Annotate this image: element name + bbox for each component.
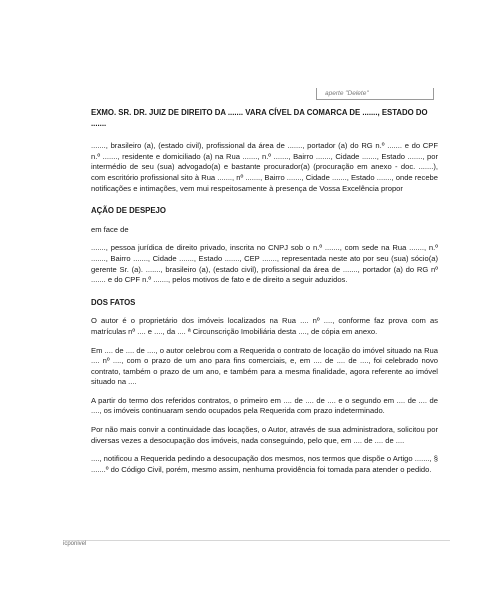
facts-heading: DOS FATOS <box>91 297 136 307</box>
footer-divider <box>63 540 450 541</box>
defendant-qualification: ......., pessoa jurídica de direito privado, inscrita no CNPJ sob o n.º ......., com sede na Rua ......., n.º ......., Bairro ......., Cidade ......., Estado ......., CEP ......., representada neste ato por seu (sua) sócio(a) gerente Sr. (a). ......., brasileiro (a), (estado civil), profissional da área de ......., portador (a) do RG nº ....... e do CPF n.º ......., pelos motivos de fato e de direito a seguir aduzidos. <box>91 243 438 285</box>
delete-hint-text: aperte "Delete" <box>325 90 369 97</box>
em-face-de: em face de <box>91 224 129 234</box>
document-body <box>91 108 438 475</box>
fact-paragraph: ...., notificou a Requerida pedindo a desocupação dos mesmos, nos termos que dispõe o Artigo ......., § .......º do Código Civil, porém, mesmo assim, nenhuma providência foi tomada para atender o pedido. <box>91 454 438 474</box>
fact-paragraph: A partir do termo dos referidos contratos, o primeiro em .... de .... de .... e o segundo em .... de .... de ...., os imóveis continuaram sendo ocupados pela Requerida com prazo indeterminado. <box>91 395 438 416</box>
plaintiff-qualification: ......., brasileiro (a), (estado civil), profissional da área de ......., portador (a) do RG n.º ....... e do CPF n.º ......., residente e domiciliado (a) na Rua ......., n.º ......., Bairro ......., Cidade ......., Estado ......., por intermédio de seu (sua) advogado(a) e bastante procurador(a) (procuração em anexo - doc. .......), com escritório profissional sito à Rua ......., nº ......., Bairro ......., Cidade ......., Estado ......., onde recebe notificações e intimações, vem mui respeitosamente à presença de Vossa Excelência propor <box>91 141 438 193</box>
fact-paragraph: Por não mais convir a continuidade das locações, o Autor, através de sua administradora, solicitou por diversas vezes a desocupação dos imóveis, nada conseguindo, pelo que, em .... de .... de .... <box>91 425 438 445</box>
delete-hint-box <box>316 88 434 100</box>
action-title: AÇÃO DE DESPEJO <box>91 206 166 216</box>
fact-paragraph: Em .... de .... de ...., o autor celebrou com a Requerida o contrato de locação do imóvel situado na Rua .... nº ...., com o prazo de um ano para fins comerciais, e, em .... de .... de ...., foi celebrado novo contrato, também o prazo de um ano, e também para a mesma finalidade, agora referente ao imóvel situado na .... <box>91 345 438 387</box>
footer-text: icponivel <box>63 541 87 547</box>
court-address-heading: EXMO. SR. DR. JUIZ DE DIREITO DA ....... VARA CÍVEL DA COMARCA DE ......., ESTADO DO ....... <box>91 108 428 128</box>
fact-paragraph: O autor é o proprietário dos imóveis localizados na Rua .... nº ...., conforme faz prova com as matrículas nº .... e ...., da .... ª Circunscrição Imobiliária desta ...., de cópia em anexo. <box>91 316 438 336</box>
